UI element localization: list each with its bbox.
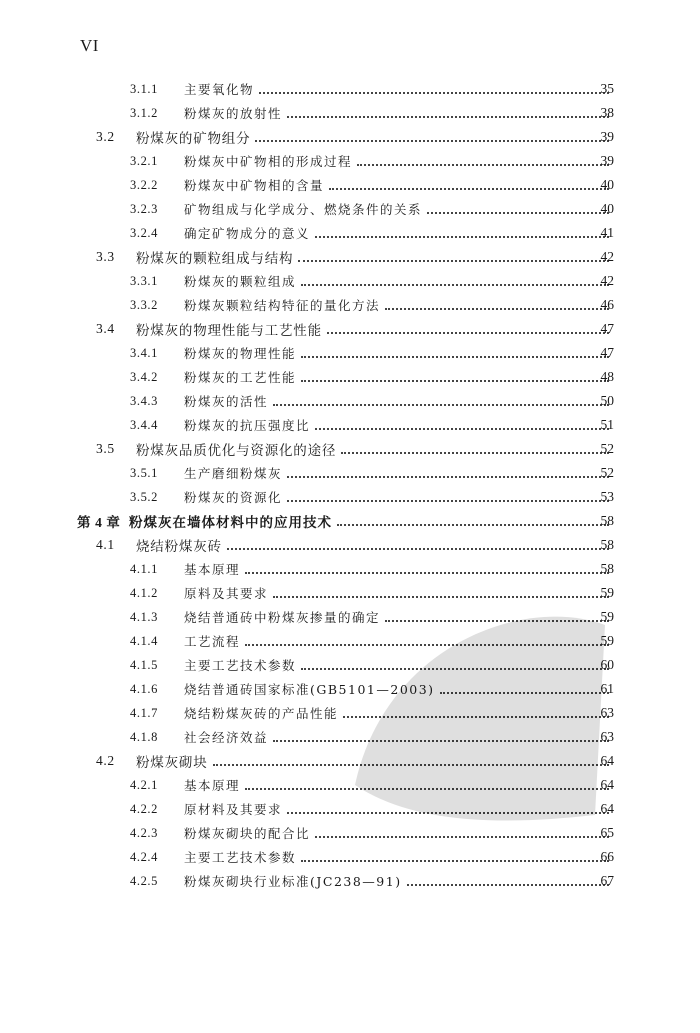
- dot-leader: [343, 715, 609, 718]
- toc-entry[interactable]: [0, 365, 700, 389]
- toc-entry[interactable]: [0, 389, 700, 413]
- toc-entry-page: 52: [600, 441, 614, 456]
- toc-entry-title: 粉煤灰的资源化: [184, 490, 283, 505]
- toc-entry-number: 4.1.5: [130, 657, 158, 672]
- toc-entry[interactable]: [0, 557, 700, 581]
- toc-entry-title: 原料及其要求: [184, 586, 269, 601]
- dot-leader: [245, 787, 609, 790]
- dot-leader: [301, 859, 609, 862]
- toc-entry[interactable]: [0, 509, 700, 533]
- toc-entry-number: 4.2.2: [130, 801, 158, 816]
- toc-entry[interactable]: [0, 293, 700, 317]
- toc-entry-page: 42: [600, 273, 614, 288]
- toc-entry[interactable]: [0, 437, 700, 461]
- toc-entry-page: 39: [600, 153, 614, 168]
- toc-entry-title: 生产磨细粉煤灰: [184, 466, 283, 481]
- dot-leader: [357, 163, 609, 166]
- toc-entry-title: 烧结普通砖中粉煤灰掺量的确定: [184, 610, 381, 625]
- toc-entry-title: 烧结普通砖国家标准(GB5101—2003): [184, 682, 435, 697]
- toc-entry-title: 粉煤灰的矿物组分: [136, 131, 251, 147]
- toc-entry-number: 3.4.4: [130, 417, 158, 432]
- toc-entry[interactable]: [0, 701, 700, 725]
- toc-entry-title: 粉煤灰中矿物相的形成过程: [184, 154, 353, 169]
- toc-entry-page: 50: [600, 393, 614, 408]
- toc-entry-number: 3.3.2: [130, 297, 158, 312]
- toc-entry[interactable]: [0, 125, 700, 149]
- toc-entry[interactable]: [0, 149, 700, 173]
- toc-entry-number: 3.2.1: [130, 153, 158, 168]
- dot-leader: [255, 139, 609, 142]
- toc-entry-number: 3.5.1: [130, 465, 158, 480]
- toc-entry-number: 3.1.1: [130, 81, 158, 96]
- toc-entry-number: 4.2.3: [130, 825, 158, 840]
- table-of-contents: [0, 77, 700, 893]
- toc-entry-number: 3.3.1: [130, 273, 158, 288]
- toc-entry-title: 粉煤灰的放射性: [184, 106, 283, 121]
- dot-leader: [301, 379, 609, 382]
- toc-entry[interactable]: [0, 485, 700, 509]
- toc-entry[interactable]: [0, 773, 700, 797]
- toc-entry-page: 59: [600, 633, 614, 648]
- dot-leader: [315, 427, 609, 430]
- toc-entry-number: 4.1.3: [130, 609, 158, 624]
- dot-leader: [407, 883, 609, 886]
- toc-entry[interactable]: [0, 317, 700, 341]
- toc-entry-page: 51: [600, 417, 614, 432]
- dot-leader: [440, 691, 609, 694]
- toc-entry-page: 46: [600, 297, 614, 312]
- toc-entry-page: 39: [600, 129, 614, 144]
- toc-entry-page: 63: [600, 705, 614, 720]
- toc-entry-title: 粉煤灰砌块行业标准(JC238—91): [184, 874, 402, 889]
- toc-entry-title: 粉煤灰颗粒结构特征的量化方法: [184, 298, 381, 313]
- toc-entry-number: 4.1.4: [130, 633, 158, 648]
- toc-entry-number: 3.4.3: [130, 393, 158, 408]
- dot-leader: [287, 115, 609, 118]
- toc-entry-page: 64: [600, 753, 614, 768]
- toc-entry[interactable]: [0, 173, 700, 197]
- toc-entry-page: 60: [600, 657, 614, 672]
- toc-entry-number: 3.3: [96, 249, 115, 264]
- toc-entry-title: 粉煤灰的工艺性能: [184, 370, 297, 385]
- toc-entry-page: 38: [600, 105, 614, 120]
- toc-entry-title: 粉煤灰的颗粒组成: [184, 274, 297, 289]
- toc-entry-title: 粉煤灰的活性: [184, 394, 269, 409]
- dot-leader: [301, 355, 609, 358]
- toc-entry[interactable]: [0, 581, 700, 605]
- toc-entry-number: 4.1.1: [130, 561, 158, 576]
- toc-entry-number: 4.1: [96, 537, 115, 552]
- toc-entry-page: 47: [600, 321, 614, 336]
- dot-leader: [337, 523, 609, 526]
- toc-entry-page: 59: [600, 609, 614, 624]
- toc-entry-title: 基本原理: [184, 778, 241, 793]
- toc-entry-title: 工艺流程: [184, 634, 241, 649]
- toc-entry-title: 粉煤灰的颗粒组成与结构: [136, 251, 294, 267]
- toc-entry-number: 3.1.2: [130, 105, 158, 120]
- toc-entry[interactable]: [0, 653, 700, 677]
- dot-leader: [287, 475, 609, 478]
- toc-entry-number: 3.4.2: [130, 369, 158, 384]
- toc-entry-title: 烧结粉煤灰砖: [136, 539, 222, 555]
- dot-leader: [329, 187, 609, 190]
- toc-entry-page: 63: [600, 729, 614, 744]
- toc-entry[interactable]: [0, 101, 700, 125]
- toc-entry-page: 59: [600, 585, 614, 600]
- toc-entry[interactable]: [0, 197, 700, 221]
- dot-leader: [427, 211, 609, 214]
- toc-entry-page: 64: [600, 801, 614, 816]
- dot-leader: [327, 331, 609, 334]
- toc-entry-title: 粉煤灰的物理性能与工艺性能: [136, 323, 322, 339]
- toc-entry[interactable]: [0, 797, 700, 821]
- dot-leader: [298, 259, 609, 262]
- toc-entry[interactable]: [0, 725, 700, 749]
- toc-entry-page: 40: [600, 177, 614, 192]
- toc-entry-title: 粉煤灰在墙体材料中的应用技术: [129, 515, 332, 531]
- toc-entry[interactable]: [0, 245, 700, 269]
- toc-entry-number: 第 4 章: [77, 515, 121, 530]
- dot-leader: [301, 283, 609, 286]
- toc-entry-number: 4.2.5: [130, 873, 158, 888]
- toc-entry[interactable]: [0, 629, 700, 653]
- toc-entry-title: 主要工艺技术参数: [184, 658, 297, 673]
- dot-leader: [273, 739, 609, 742]
- toc-entry[interactable]: [0, 869, 700, 893]
- dot-leader: [213, 763, 610, 766]
- toc-entry-title: 粉煤灰砌块的配合比: [184, 826, 311, 841]
- toc-entry[interactable]: [0, 677, 700, 701]
- toc-entry-page: 41: [600, 225, 614, 240]
- toc-entry-title: 原材料及其要求: [184, 802, 283, 817]
- dot-leader: [315, 835, 609, 838]
- dot-leader: [385, 307, 609, 310]
- dot-leader: [341, 451, 609, 454]
- dot-leader: [287, 499, 609, 502]
- page-number: VI: [80, 36, 99, 55]
- toc-entry-number: 3.2.3: [130, 201, 158, 216]
- toc-entry[interactable]: [0, 221, 700, 245]
- toc-entry-number: 3.5.2: [130, 489, 158, 504]
- dot-leader: [273, 403, 609, 406]
- toc-entry-title: 基本原理: [184, 562, 241, 577]
- toc-entry[interactable]: [0, 341, 700, 365]
- toc-entry-page: 58: [600, 537, 614, 552]
- toc-entry[interactable]: [0, 269, 700, 293]
- toc-entry[interactable]: [0, 749, 700, 773]
- dot-leader: [315, 235, 609, 238]
- toc-entry-number: 4.1.6: [130, 681, 158, 696]
- toc-entry-page: 48: [600, 369, 614, 384]
- toc-entry-page: 53: [600, 489, 614, 504]
- toc-entry-number: 4.1.7: [130, 705, 158, 720]
- toc-entry-title: 主要工艺技术参数: [184, 850, 297, 865]
- toc-entry-number: 3.2.2: [130, 177, 158, 192]
- dot-leader: [287, 811, 609, 814]
- toc-entry-number: 3.5: [96, 441, 115, 456]
- toc-entry-number: 3.2: [96, 129, 115, 144]
- toc-entry-title: 粉煤灰砌块: [136, 755, 208, 771]
- toc-entry-number: 4.2: [96, 753, 115, 768]
- toc-entry-number: 4.1.2: [130, 585, 158, 600]
- toc-entry-page: 67: [600, 873, 614, 888]
- toc-entry-number: 4.2.4: [130, 849, 158, 864]
- toc-entry-title: 粉煤灰的抗压强度比: [184, 418, 311, 433]
- toc-entry-page: 66: [600, 849, 614, 864]
- toc-entry-page: 61: [600, 681, 614, 696]
- toc-entry-page: 58: [600, 513, 614, 528]
- toc-entry-page: 42: [600, 249, 614, 264]
- dot-leader: [259, 91, 609, 94]
- toc-entry[interactable]: [0, 413, 700, 437]
- toc-entry-page: 64: [600, 777, 614, 792]
- toc-entry-page: 58: [600, 561, 614, 576]
- toc-entry[interactable]: [0, 605, 700, 629]
- dot-leader: [227, 547, 609, 550]
- dot-leader: [301, 667, 609, 670]
- toc-entry-page: 40: [600, 201, 614, 216]
- toc-entry[interactable]: [0, 77, 700, 101]
- toc-entry[interactable]: [0, 821, 700, 845]
- toc-entry-number: 4.1.8: [130, 729, 158, 744]
- toc-entry-title: 粉煤灰品质优化与资源化的途径: [136, 443, 337, 459]
- toc-entry[interactable]: [0, 845, 700, 869]
- toc-entry-page: 65: [600, 825, 614, 840]
- toc-entry-title: 粉煤灰中矿物相的含量: [184, 178, 325, 193]
- dot-leader: [245, 643, 609, 646]
- dot-leader: [273, 595, 609, 598]
- toc-entry-title: 确定矿物成分的意义: [184, 226, 311, 241]
- toc-entry-title: 主要氧化物: [184, 82, 255, 97]
- toc-entry-page: 35: [600, 81, 614, 96]
- toc-entry-title: 粉煤灰的物理性能: [184, 346, 297, 361]
- toc-entry-page: 47: [600, 345, 614, 360]
- toc-entry-title: 社会经济效益: [184, 730, 269, 745]
- dot-leader: [385, 619, 609, 622]
- toc-entry-page: 52: [600, 465, 614, 480]
- toc-entry-number: 3.2.4: [130, 225, 158, 240]
- toc-entry-number: 3.4.1: [130, 345, 158, 360]
- toc-entry-number: 4.2.1: [130, 777, 158, 792]
- toc-entry[interactable]: [0, 461, 700, 485]
- toc-entry[interactable]: [0, 533, 700, 557]
- dot-leader: [245, 571, 609, 574]
- toc-entry-title: 烧结粉煤灰砖的产品性能: [184, 706, 339, 721]
- toc-entry-number: 3.4: [96, 321, 115, 336]
- toc-entry-title: 矿物组成与化学成分、燃烧条件的关系: [184, 202, 423, 217]
